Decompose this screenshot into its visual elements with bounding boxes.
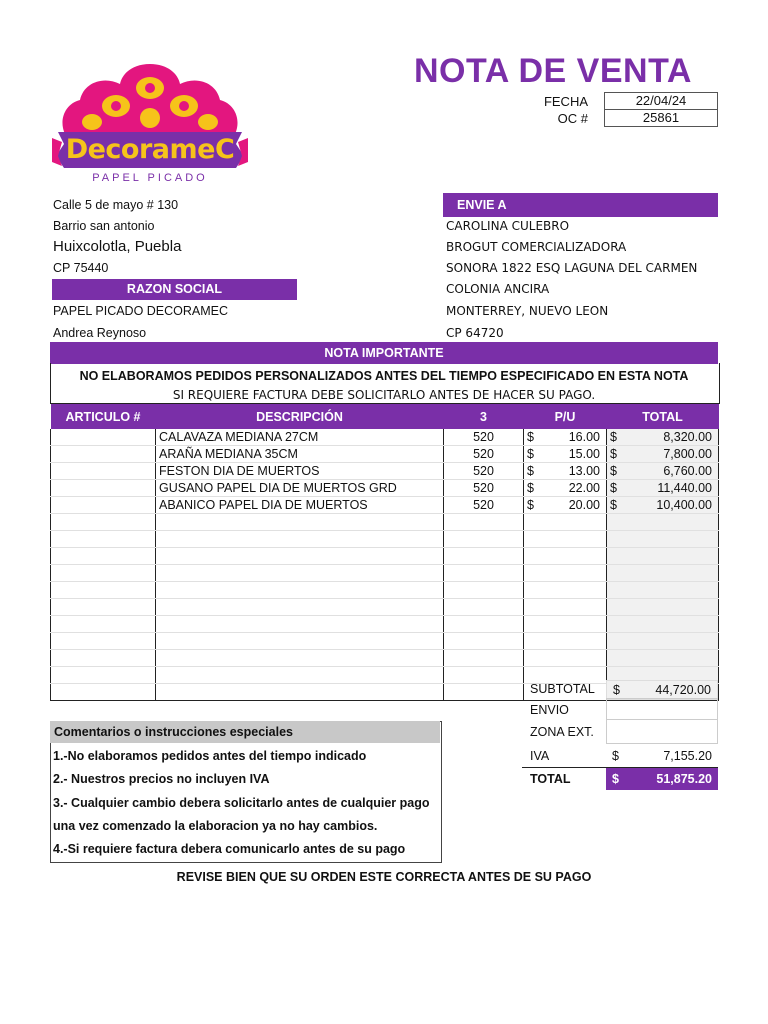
cell-articulo — [51, 565, 156, 582]
table-row — [51, 531, 719, 548]
currency-symbol: $ — [613, 683, 620, 697]
ship-to-header: ENVIE A — [443, 193, 718, 217]
cell-descripcion — [156, 684, 444, 701]
cell-cantidad — [444, 582, 524, 599]
notice-header: NOTA IMPORTANTE — [50, 342, 718, 364]
table-row — [51, 548, 719, 565]
iva-value — [606, 745, 718, 767]
cell-articulo — [51, 429, 156, 446]
cell-cantidad: 520 — [444, 463, 524, 480]
cell-pu — [524, 633, 607, 650]
cell-pu — [524, 582, 607, 599]
table-header-row — [51, 404, 719, 429]
cell-total — [607, 429, 719, 446]
cell-pu-amount: 20.00 — [568, 498, 600, 512]
brand-tagline: PAPEL PICADO — [92, 172, 208, 184]
cell-total — [607, 633, 719, 650]
comment-line: 3.- Cualquier cambio debera solicitarlo antes de cualquier pago — [53, 796, 430, 810]
cell-total — [607, 463, 719, 480]
cell-cantidad — [444, 565, 524, 582]
cell-descripcion: CALAVAZA MEDIANA 27CM — [156, 429, 444, 446]
cell-total-amount: 11,440.00 — [657, 481, 712, 495]
zona-ext-value — [606, 720, 718, 744]
comment-line: 1.-No elaboramos pedidos antes del tiempo indicado — [53, 749, 367, 763]
cell-descripcion — [156, 548, 444, 565]
cell-cantidad: 520 — [444, 446, 524, 463]
ship-to-line: BROGUT COMERCIALIZADORA — [446, 240, 627, 254]
cell-total — [607, 480, 719, 497]
table-row — [51, 599, 719, 616]
currency-symbol: $ — [527, 481, 534, 495]
oc-label: OC # — [557, 111, 588, 126]
cell-total — [607, 650, 719, 667]
cell-descripcion — [156, 599, 444, 616]
currency-symbol: $ — [527, 498, 534, 512]
envio-label: ENVIO — [530, 703, 569, 717]
cell-total-amount: 7,800.00 — [663, 447, 712, 461]
currency-symbol: $ — [612, 772, 619, 786]
col-header-descripcion: DESCRIPCIÓN — [156, 404, 444, 429]
cell-articulo — [51, 633, 156, 650]
subtotal-label: SUBTOTAL — [530, 682, 595, 696]
cell-pu-amount: 15.00 — [568, 447, 600, 461]
cell-pu — [524, 599, 607, 616]
currency-symbol: $ — [610, 430, 617, 444]
sender-street: Calle 5 de mayo # 130 — [53, 198, 179, 212]
table-row — [51, 582, 719, 599]
cell-descripcion — [156, 667, 444, 684]
currency-symbol: $ — [610, 498, 617, 512]
subtotal-value — [606, 680, 718, 700]
comment-line: una vez comenzado la elaboracion ya no hay cambios. — [53, 819, 378, 833]
cell-pu — [524, 565, 607, 582]
cell-descripcion — [156, 650, 444, 667]
col-header-cantidad: 3 — [444, 404, 524, 429]
cell-articulo — [51, 684, 156, 701]
sender-city: Huixcolotla, Puebla — [53, 238, 182, 255]
cell-cantidad: 520 — [444, 497, 524, 514]
table-row — [51, 616, 719, 633]
cell-total-amount: 6,760.00 — [663, 464, 712, 478]
cell-total — [607, 446, 719, 463]
comments-header: Comentarios o instrucciones especiales — [50, 721, 440, 743]
cell-cantidad — [444, 599, 524, 616]
cell-articulo — [51, 531, 156, 548]
currency-symbol: $ — [610, 447, 617, 461]
cell-pu — [524, 429, 607, 446]
total-amount: 51,875.20 — [656, 772, 712, 786]
cell-descripcion: ARAÑA MEDIANA 35CM — [156, 446, 444, 463]
cell-articulo — [51, 582, 156, 599]
items-body — [51, 429, 719, 701]
cell-cantidad — [444, 514, 524, 531]
cell-articulo — [51, 514, 156, 531]
cell-total — [607, 497, 719, 514]
cell-pu — [524, 480, 607, 497]
currency-symbol: $ — [527, 464, 534, 478]
cell-pu — [524, 548, 607, 565]
cell-total — [607, 582, 719, 599]
col-header-articulo: ARTICULO # — [51, 404, 156, 429]
cell-total — [607, 616, 719, 633]
sender-barrio: Barrio san antonio — [53, 219, 155, 233]
razon-social-company: PAPEL PICADO DECORAMEC — [53, 304, 229, 318]
fecha-label: FECHA — [543, 94, 588, 109]
cell-articulo — [51, 667, 156, 684]
cell-cantidad — [444, 531, 524, 548]
ship-to-line: SONORA 1822 ESQ LAGUNA DEL CARMEN — [446, 261, 698, 275]
cell-cantidad — [444, 650, 524, 667]
total-value — [606, 768, 718, 790]
iva-amount: 7,155.20 — [663, 749, 712, 763]
currency-symbol: $ — [610, 481, 617, 495]
ship-to-line: CP 64720 — [446, 326, 504, 340]
cell-cantidad: 520 — [444, 429, 524, 446]
cell-pu-amount: 22.00 — [568, 481, 600, 495]
subtotal-amount: 44,720.00 — [655, 683, 711, 697]
cell-articulo — [51, 446, 156, 463]
cell-total-amount: 10,400.00 — [656, 498, 712, 512]
table-row — [51, 480, 719, 497]
envio-value — [606, 698, 718, 720]
cell-articulo — [51, 599, 156, 616]
brand-name: DecorameC — [65, 134, 235, 165]
currency-symbol: $ — [527, 430, 534, 444]
comment-line: 2.- Nuestros precios no incluyen IVA — [53, 772, 270, 786]
cell-descripcion — [156, 531, 444, 548]
col-header-total: TOTAL — [607, 404, 719, 429]
cell-total — [607, 565, 719, 582]
cell-pu — [524, 667, 607, 684]
cell-articulo — [51, 497, 156, 514]
cell-articulo — [51, 616, 156, 633]
cell-articulo — [51, 463, 156, 480]
ship-to-line: MONTERREY, NUEVO LEON — [446, 304, 609, 318]
cell-pu — [524, 514, 607, 531]
cell-descripcion — [156, 514, 444, 531]
table-row — [51, 514, 719, 531]
cell-descripcion — [156, 633, 444, 650]
comment-line: 4.-Si requiere factura debera comunicarlo antes de su pago — [53, 842, 406, 856]
razon-social-header: RAZON SOCIAL — [52, 279, 297, 300]
items-table — [50, 404, 719, 701]
col-header-pu: P/U — [524, 404, 607, 429]
cell-pu — [524, 446, 607, 463]
cell-descripcion: FESTON DIA DE MUERTOS — [156, 463, 444, 480]
cell-total — [607, 548, 719, 565]
cell-pu — [524, 463, 607, 480]
table-row — [51, 650, 719, 667]
cell-pu-amount: 13.00 — [568, 464, 600, 478]
cell-total — [607, 531, 719, 548]
fecha-value: 22/04/24 — [604, 92, 718, 110]
cell-total — [607, 514, 719, 531]
total-label: TOTAL — [530, 772, 571, 786]
page-title: NOTA DE VENTA — [414, 52, 692, 90]
cell-pu — [524, 650, 607, 667]
cell-total-amount: 8,320.00 — [663, 430, 712, 444]
cell-cantidad — [444, 616, 524, 633]
papel-picado-logo-icon — [50, 60, 250, 190]
cell-cantidad — [444, 667, 524, 684]
zona-ext-label: ZONA EXT. — [530, 725, 594, 739]
notice-line-1: NO ELABORAMOS PEDIDOS PERSONALIZADOS ANTES DEL TIEMPO ESPECIFICADO EN ESTA NOTA — [79, 369, 689, 383]
currency-symbol: $ — [610, 464, 617, 478]
ship-to-line: CAROLINA CULEBRO — [446, 219, 570, 233]
cell-pu — [524, 616, 607, 633]
cell-cantidad — [444, 633, 524, 650]
iva-label: IVA — [530, 749, 550, 763]
razon-social-contact: Andrea Reynoso — [53, 326, 147, 340]
cell-descripcion: ABANICO PAPEL DIA DE MUERTOS — [156, 497, 444, 514]
currency-symbol: $ — [612, 749, 619, 763]
footer-note: REVISE BIEN QUE SU ORDEN ESTE CORRECTA ANTES DE SU PAGO — [176, 870, 592, 884]
cell-pu — [524, 531, 607, 548]
currency-symbol: $ — [527, 447, 534, 461]
cell-total — [607, 599, 719, 616]
brand-logo — [50, 60, 250, 190]
cell-articulo — [51, 480, 156, 497]
ship-to-line: COLONIA ANCIRA — [446, 282, 550, 296]
cell-cantidad — [444, 684, 524, 701]
cell-descripcion: GUSANO PAPEL DIA DE MUERTOS GRD — [156, 480, 444, 497]
cell-cantidad: 520 — [444, 480, 524, 497]
sender-cp: CP 75440 — [53, 261, 109, 275]
oc-value: 25861 — [604, 109, 718, 127]
cell-descripcion — [156, 616, 444, 633]
table-row — [51, 463, 719, 480]
table-row — [51, 497, 719, 514]
cell-articulo — [51, 548, 156, 565]
table-row — [51, 633, 719, 650]
table-row — [51, 565, 719, 582]
cell-articulo — [51, 650, 156, 667]
cell-descripcion — [156, 565, 444, 582]
cell-cantidad — [444, 548, 524, 565]
notice-line-2: SI REQUIERE FACTURA DEBE SOLICITARLO ANTES DE HACER SU PAGO. — [172, 388, 596, 402]
cell-pu — [524, 497, 607, 514]
table-row — [51, 429, 719, 446]
cell-descripcion — [156, 582, 444, 599]
cell-pu-amount: 16.00 — [568, 430, 600, 444]
table-row — [51, 446, 719, 463]
